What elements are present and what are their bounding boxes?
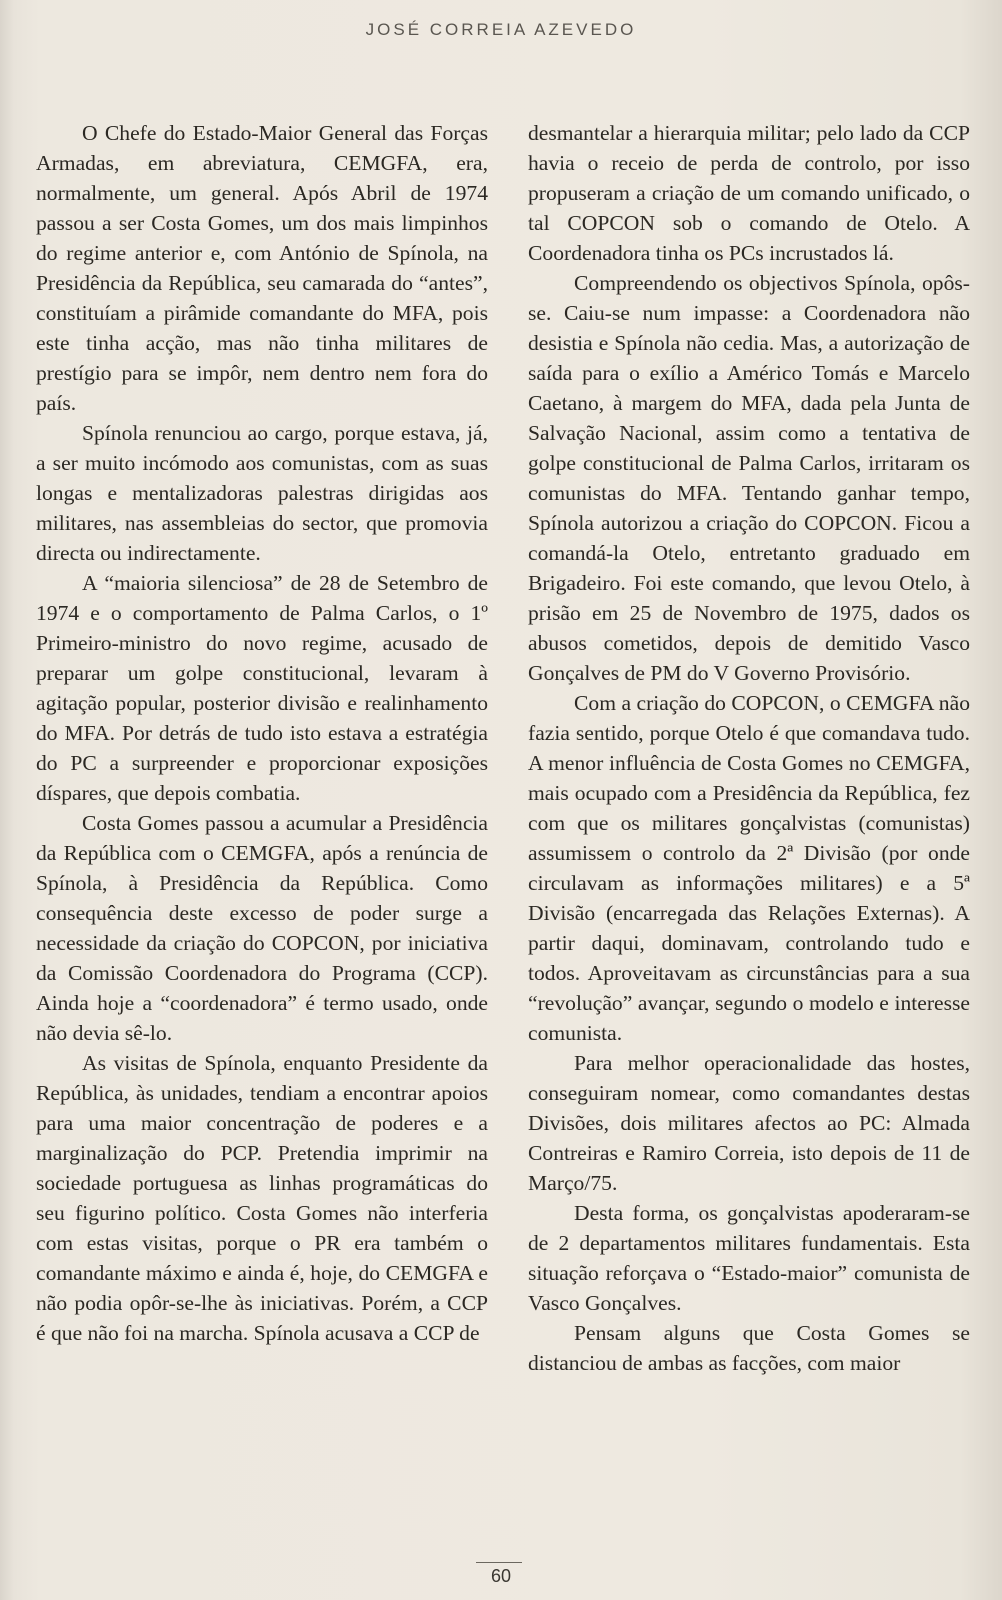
paragraph: Pensam alguns que Costa Gomes se distanciou de ambas as facções, com maior bbox=[528, 1321, 970, 1375]
paragraph: Com a criação do COPCON, o CEMGFA não fazia sentido, porque Otelo é que comandava tudo. A menor influência de Costa Gomes no CEMGFA, mais ocupado com a Presidência da República, fez com que os militares gonçalvistas (comunistas) assumissem o controlo da 2ª Divisão (por onde circulavam as informações militares) e a 5ª Divisão (encarregada das Relações Externas). A partir daqui, dominavam, controlando tudo e todos. Aproveitavam as circunstâncias para a sua “revolução” avançar, segundo o modelo e interesse comunista. bbox=[528, 691, 970, 1045]
paragraph: Compreendendo os objectivos Spínola, opôs-se. Caiu-se num impasse: a Coordenadora não desistia e Spínola não cedia. Mas, a autorização de saída para o exílio a Américo Tomás e Marcelo Caetano, à margem do MFA, dada pela Junta de Salvação Nacional, assim como a tentativa de golpe constitucional de Palma Carlos, irritaram os comunistas do MFA. Tentando ganhar tempo, Spínola autorizou a criação do COPCON. Ficou a comandá-la Otelo, entretanto graduado em Brigadeiro. Foi este comando, que levou Otelo, à prisão em 25 de Novembro de 1975, dados os abusos cometidos, depois de demitido Vasco Gonçalves de PM do V Governo Provisório. bbox=[528, 271, 970, 685]
running-header: JOSÉ CORREIA AZEVEDO bbox=[365, 20, 637, 39]
paragraph: A “maioria silenciosa” de 28 de Setembro de 1974 e o comportamento de Palma Carlos, o 1º Primeiro-ministro do novo regime, acusado de preparar um golpe constitucional, levaram à agitação popular, posterior divisão e realinhamento do MFA. Por detrás de tudo isto estava a estratégia do PC a surpreender e proporcionar exposições díspares, que depois combatia. bbox=[36, 571, 488, 805]
left-column bbox=[36, 118, 488, 1348]
paragraph: Para melhor operacionalidade das hostes, conseguiram nomear, como comandantes destas Divisões, dois militares afectos ao PC: Almada Contreiras e Ramiro Correia, isto depois de 11 de Março/75. bbox=[528, 1051, 970, 1195]
paragraph: Desta forma, os gonçalvistas apoderaram-se de 2 departamentos militares fundamentais. Esta situação reforçava o “Estado-maior” comunista de Vasco Gonçalves. bbox=[528, 1201, 970, 1315]
paragraph: Costa Gomes passou a acumular a Presidência da República com o CEMGFA, após a renúncia de Spínola, à Presidência da República. Como consequência deste excesso de poder surge a necessidade da criação do COPCON, por iniciativa da Comissão Coordenadora do Programa (CCP). Ainda hoje a “coordenadora” é termo usado, onde não devia sê-lo. bbox=[36, 811, 488, 1045]
paragraph: Spínola renunciou ao cargo, porque estava, já, a ser muito incómodo aos comunistas, com as suas longas e mentalizadoras palestras dirigidas aos militares, nas assembleias do sector, que promovia directa ou indirectamente. bbox=[36, 421, 488, 565]
right-column bbox=[528, 118, 970, 1378]
paragraph: As visitas de Spínola, enquanto Presidente da República, às unidades, tendiam a encontrar apoios para uma maior concentração de poderes e a marginalização do PCP. Pretendia imprimir na sociedade portuguesa as linhas programáticas do seu figurino político. Costa Gomes não interferia com estas visitas, porque o PR era também o comandante máximo e ainda é, hoje, do CEMGFA e não podia opôr-se-lhe às iniciativas. Porém, a CCP é que não foi na marcha. Spínola acusava a CCP de bbox=[36, 1051, 488, 1345]
page-number: 60 bbox=[490, 1566, 512, 1586]
page-number-rule bbox=[476, 1562, 522, 1563]
paragraph-continued: desmantelar a hierarquia militar; pelo lado da CCP havia o receio de perda de controlo, por isso propuseram a criação de um comando unificado, o tal COPCON sob o comando de Otelo. A Coordenadora tinha os PCs incrustados lá. bbox=[528, 121, 970, 265]
paragraph: O Chefe do Estado-Maior General das Forças Armadas, em abreviatura, CEMGFA, era, normalmente, um general. Após Abril de 1974 passou a ser Costa Gomes, um dos mais limpinhos do regime anterior e, com António de Spínola, na Presidência da República, seu camarada do “antes”, constituíam a pirâmide comandante do MFA, pois este tinha acção, mas não tinha militares de prestígio para se impôr, nem dentro nem fora do país. bbox=[36, 121, 488, 415]
